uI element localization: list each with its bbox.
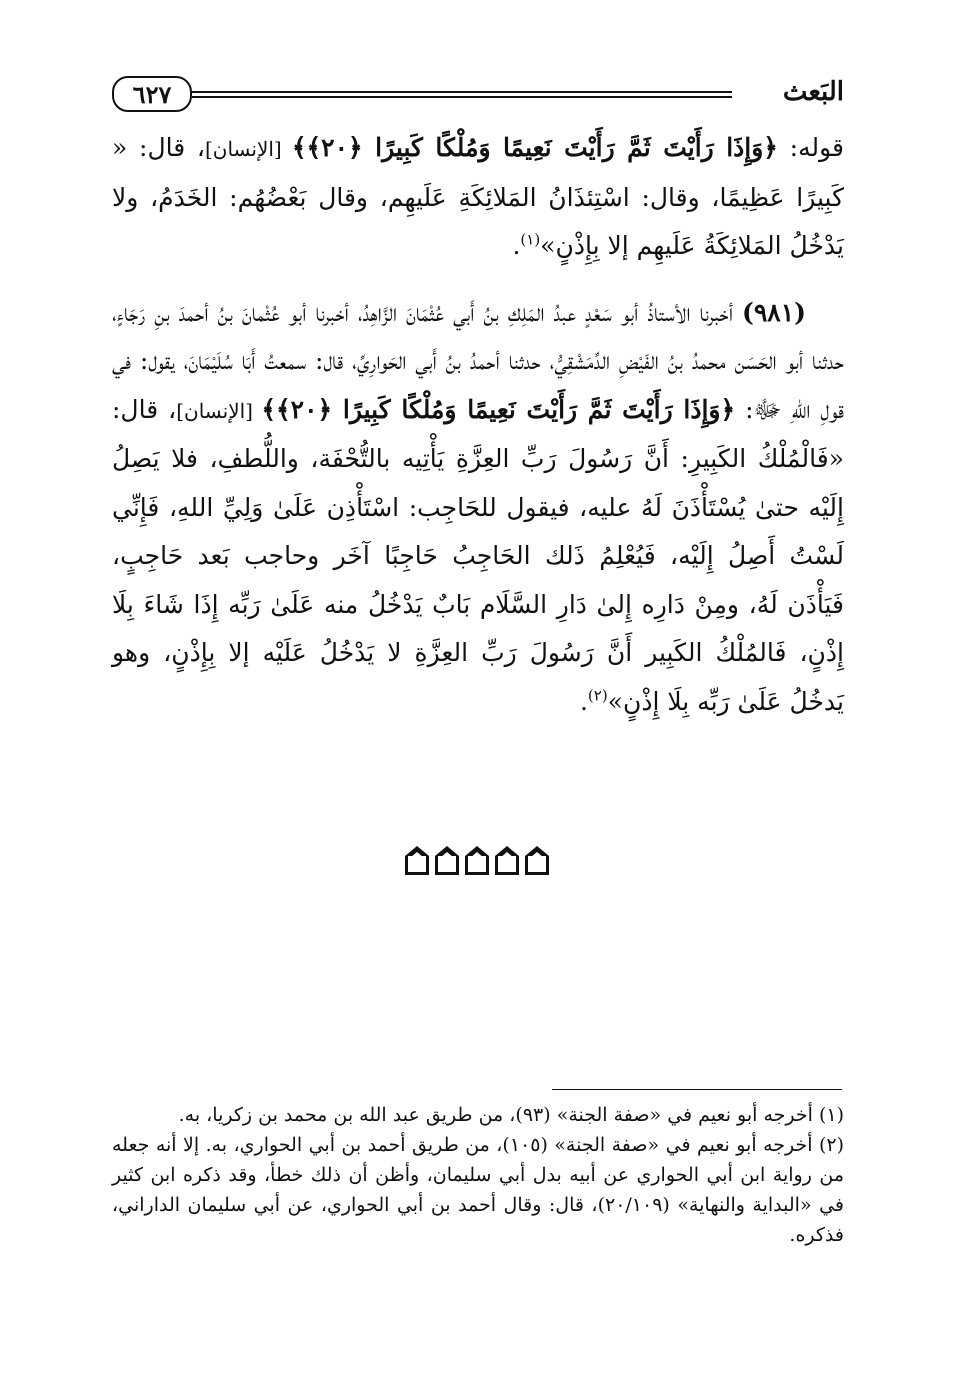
commentary-text: ، قال: « كَبِيرًا عَظِيمًا، وقال: اسْتِئذَانُ المَلائِكَةِ عَلَيهِم، وقال بَعْضُهُم: الخَدَمُ، ولا يَدْخُلُ المَلائِكَةُ عَلَيهِم إلا بِإِذْنٍ» (112, 133, 844, 260)
page-header (112, 74, 844, 114)
ornament-icon (465, 856, 489, 875)
paragraph-hadith (112, 289, 844, 727)
hadith-number: (٩٨١) (742, 297, 806, 327)
footnote-marker: (١) (520, 230, 541, 249)
footnote-2: (٢) أخرجه أبو نعيم في «صفة الجنة» (١٠٥)، من طريق أحمد بن أبي الحواري، به. إلا أنه جعله من رواية ابن أبي الحواري عن أبيه بدل أبي سليمان، وأظن أن ذلك خطأ، وقد ذكره ابن كثير في «البداية والنهاية» (٢٠/١٠٩)، قال: وقال أحمد بن أبي الحواري، عن أبي سليمان الداراني، فذكره. (112, 1134, 844, 1246)
isnad-text: أخبرنا الأستاذُ أبو سَعْدٍ عبدُ المَلِكِ بنُ أَبي عُثْمَانَ الزَّاهِدُ، أخبرنا أبو عُثْمانَ بنُ أحمدَ بنِ رَجَاءٍ، حدثنا أبو الحَسَن محمدُ بنُ الفَيْضِ الدِّمَشْقِيُّ، حدثنا أحمدُ بنُ أَبي الحَوارِيِّ، قال: سمعتُ أَبَا سُلَيْمَانَ، يقول: في قولِ اللهِ ﷻ: (112, 297, 844, 424)
paragraph-end: . (579, 686, 588, 716)
ornament-icon (405, 856, 429, 875)
ornament-icon (525, 856, 549, 875)
footnote-rule (552, 1089, 842, 1090)
paragraph-commentary (112, 124, 844, 271)
footnotes (112, 1100, 844, 1250)
main-text (112, 124, 844, 726)
book-title: البَعث (782, 77, 844, 107)
paragraph-end: . (512, 231, 521, 260)
footnote-marker: (٢) (587, 686, 608, 705)
ornament-icon (435, 856, 459, 875)
quran-verse: ﴿وَإِذَا رَأَيْتَ ثَمَّ رَأَيْتَ نَعِيمًا وَمُلْكًا كَبِيرًا ﴿٢٠﴾﴾ (261, 394, 736, 424)
lead-text: قوله: (777, 133, 844, 162)
footnote-1: (١) أخرجه أبو نعيم في «صفة الجنة» (٩٣)، من طريق عبد الله بن محمد بن زكريا، به. (178, 1104, 844, 1126)
quran-verse: ﴿وَإِذَا رَأَيْتَ ثَمَّ رَأَيْتَ نَعِيمًا وَمُلْكًا كَبِيرًا ﴿٢٠﴾﴾ (291, 133, 778, 162)
section-separator (372, 846, 582, 880)
matn-text: ، قال: «فَالْمُلْكُ الكَبِيرِ: أَنَّ رَسُولَ رَبِّ العِزَّةِ يَأْتِيه بالتُّحْفَة، واللُّطفِ، فلا يَصِلُ إِلَيْه حتىٰ يُسْتَأْذَنَ لَهُ عليه، فيقول للحَاجِب: اسْتَأْذِن عَلَىٰ وَلِيِّ اللهِ، فَإِنِّي لَسْتُ أَصِلُ إِلَيْه، فَيُعْلِمُ ذَلك الحَاجِبُ حَاجِبًا آخَر وحاجب بَعد حَاجِبٍ، فَيَأْذَن لَهُ، ومِنْ دَارِه إِلىٰ دَارِ السَّلَام بَابٌ يَدْخُلُ منه عَلَىٰ رَبِّه إِذَا شَاءَ بِلَا إِذْنٍ، فَالمُلْكُ الكَبِير أَنَّ رَسُولَ رَبِّ العِزَّةِ لا يَدْخُلُ عَلَيْه إلا بِإِذْنٍ، وهو يَدخُلُ عَلَىٰ رَبِّه بِلَا إِذْنٍ» (112, 394, 844, 716)
page-number: ٦٢٧ (112, 76, 192, 112)
header-rule (192, 91, 732, 98)
surah-reference: [الإنسان] (176, 398, 262, 423)
surah-reference: [الإنسان] (204, 137, 292, 161)
ornament-icon (495, 856, 519, 875)
